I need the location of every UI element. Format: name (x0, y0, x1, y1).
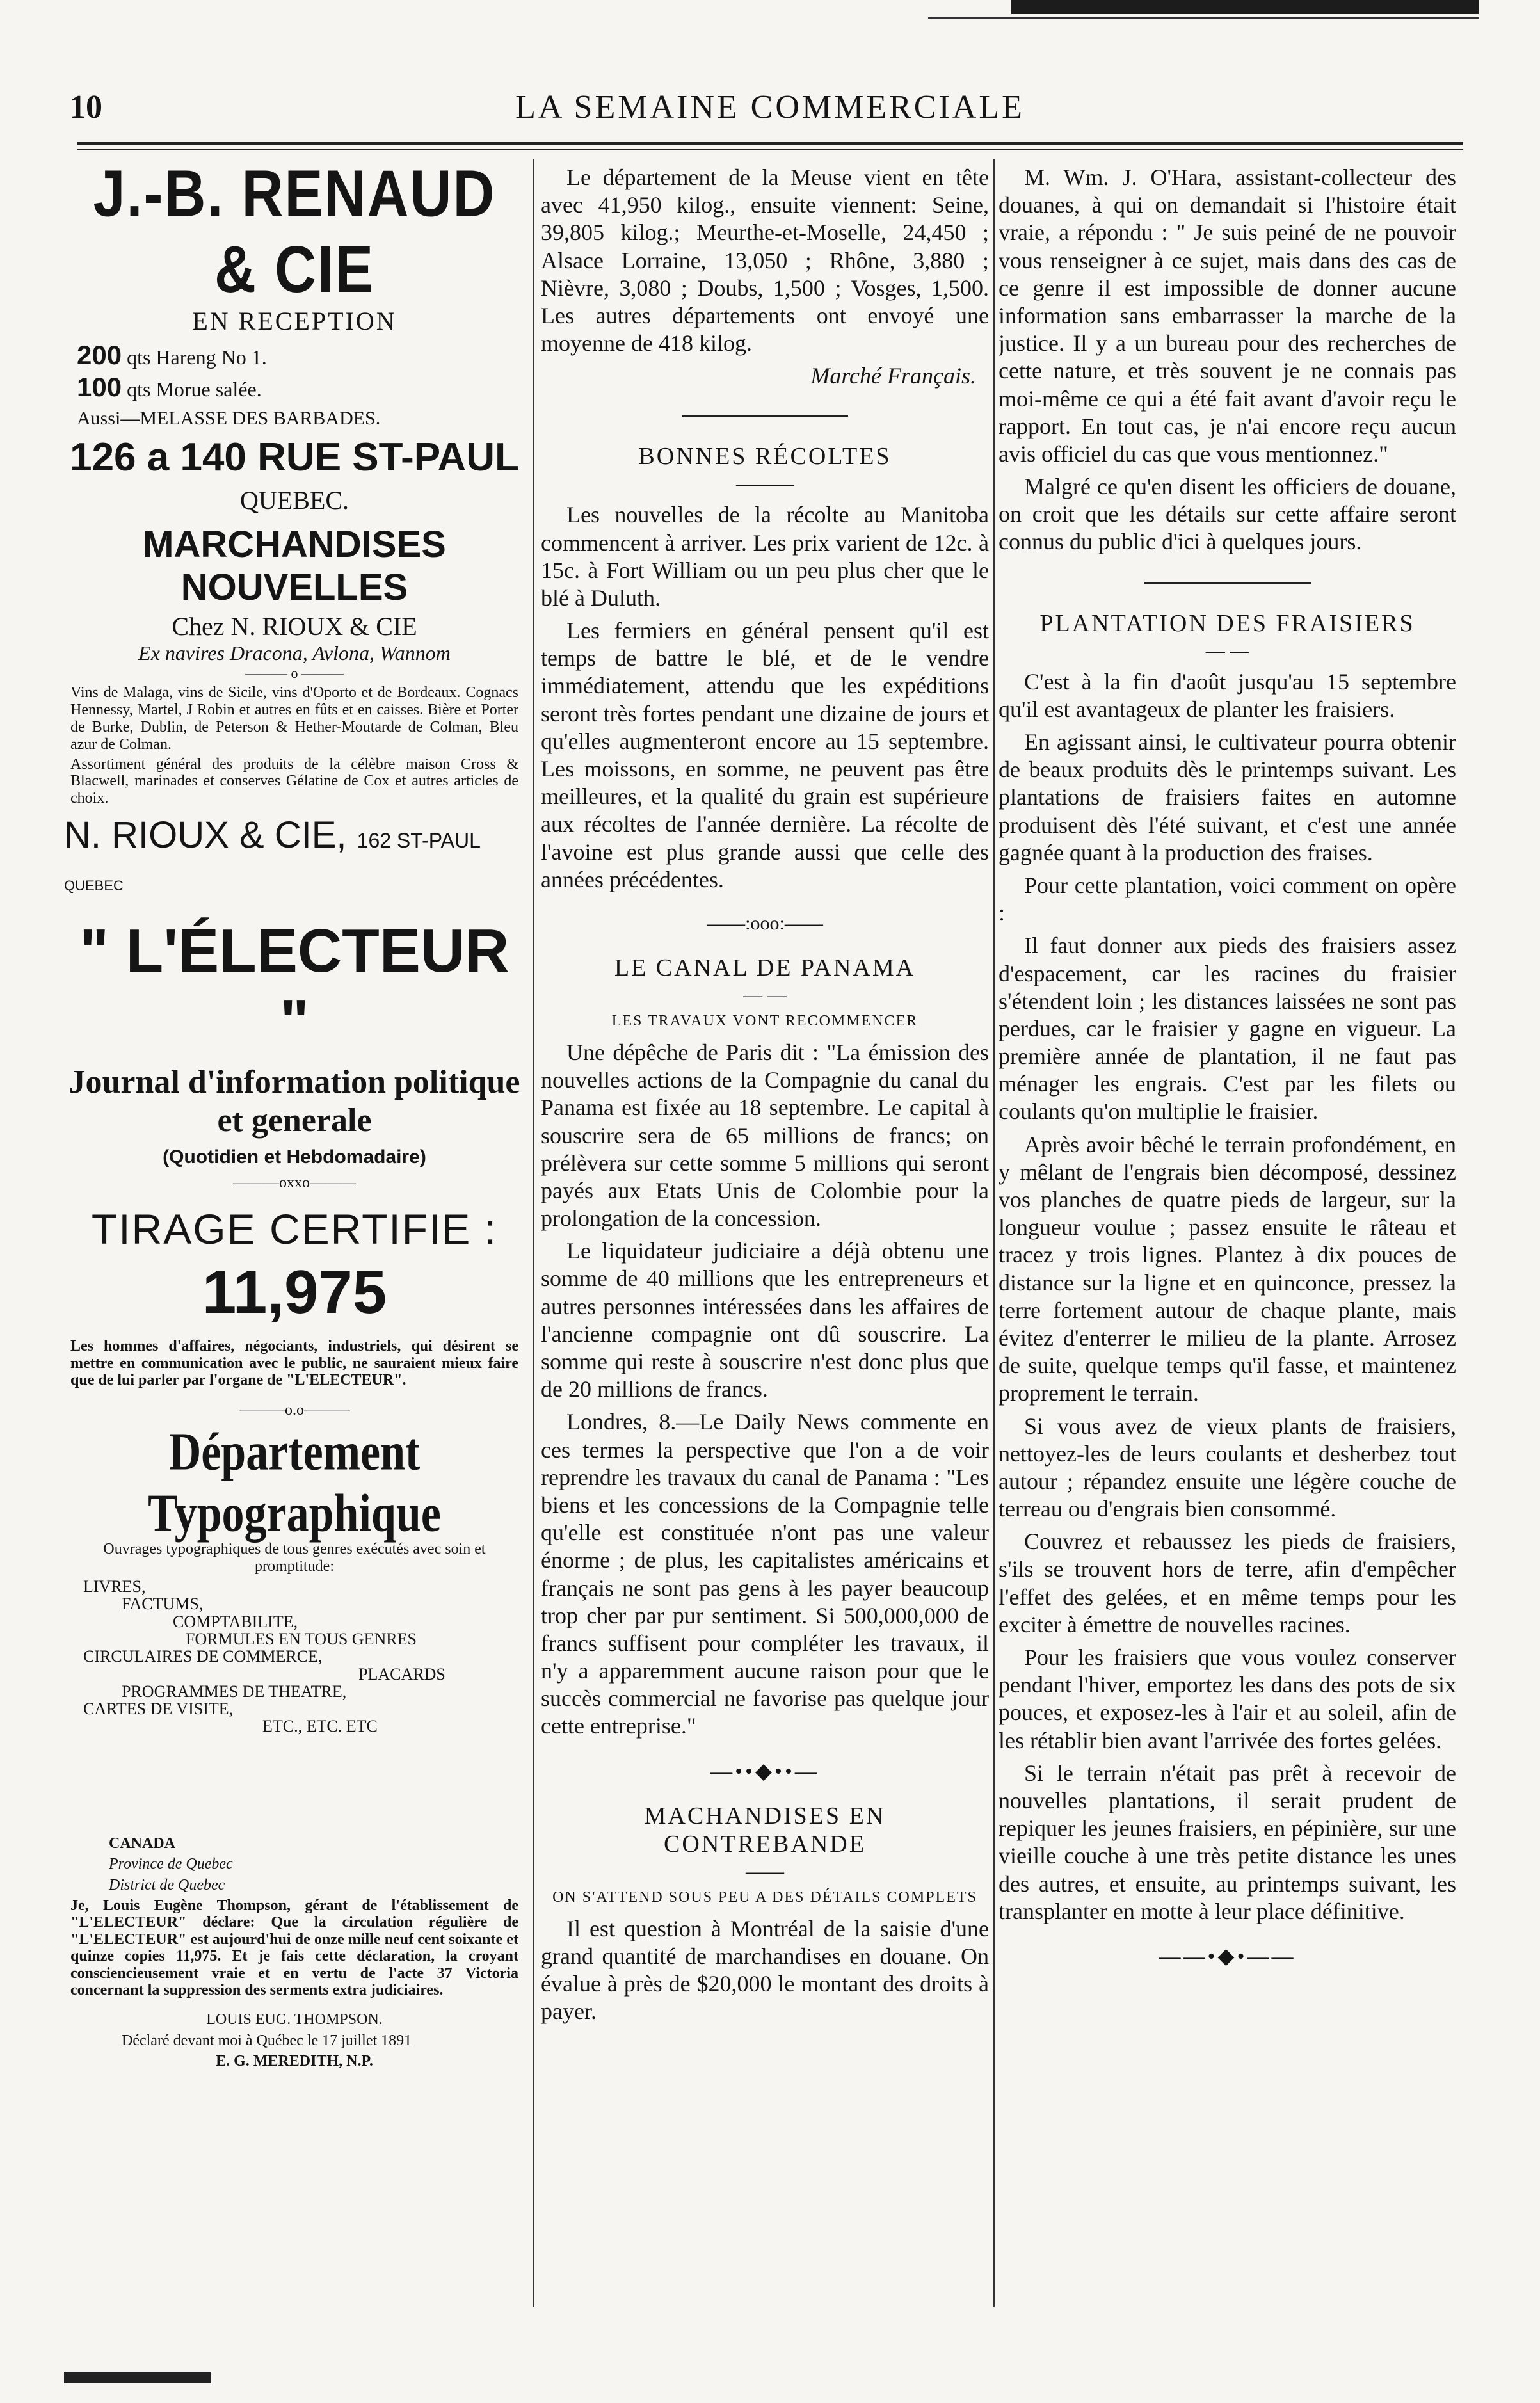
heading-plantation-fraisiers: PLANTATION DES FRAISIERS (1039, 609, 1415, 637)
service-item: CARTES DE VISITE, (83, 1700, 234, 1719)
paragraph: Malgré ce qu'en disent les officiers de douane, on croit que les détails sur cette affaire seront connus du public d'ici à quelques jours. (999, 474, 1456, 555)
column-divider-2 (993, 159, 995, 2307)
divider-ooo: ——:ooo:—— (707, 912, 823, 934)
signature: LOUIS EUG. THOMPSON. (206, 2011, 383, 2029)
header-rule-thin (77, 149, 1463, 150)
rioux-name: N. RIOUX & CIE, (64, 814, 347, 856)
en-reception: EN RECEPTION (192, 307, 397, 335)
heading-contrebande: MACHANDISES EN CONTREBANDE (644, 1802, 886, 1858)
column-advertisements (64, 164, 525, 2301)
services-list (83, 1578, 525, 1735)
service-item: FACTUMS, (122, 1595, 204, 1614)
ouvrages-text: Ouvrages typographiques de tous genres exécutés avec soin et promptitude: (103, 1541, 486, 1575)
declare-devant: Déclaré devant moi à Québec le 17 juillet 1891 (122, 2032, 412, 2049)
item-morue-qty: 100 (77, 372, 122, 402)
departement-typographique: Département Typographique (148, 1422, 441, 1543)
service-item: CIRCULAIRES DE COMMERCE, (83, 1647, 323, 1666)
assortiment-text: Assortiment général des produits de la célèbre maison Cross & Blacwell, marinades et conserves Gélatine de Cox et autres articles de choix. (70, 755, 518, 807)
top-edge-rule (928, 17, 1479, 19)
item-morue (77, 372, 525, 403)
header-rule (77, 142, 1463, 145)
ornament: ——•◆•—— (1159, 1944, 1296, 1968)
district-label: District de Quebec (109, 1876, 225, 1893)
item-hareng-qty: 200 (77, 340, 122, 370)
column-3 (999, 164, 1456, 2301)
hommes-affaires: Les hommes d'affaires, négociants, industriels, qui désirent se mettre en communication avec le public, ne sauraient mieux faire que de lui parler par l'organe de "L'ELECTEUR". (70, 1337, 518, 1389)
electeur-title: " L'ÉLECTEUR " (79, 917, 509, 1056)
item-hareng-text: qts Hareng No 1. (127, 346, 267, 369)
renaud-city: QUEBEC. (240, 486, 349, 515)
paragraph: Si vous avez de vieux plants de fraisiers, nettoyez-les de leurs coulants et desherbez tout autour ; répandez ensuite une légère couche de terreau ou d'engrais bien consommé. (999, 1413, 1456, 1522)
top-edge-band (1011, 0, 1479, 14)
paragraph: En agissant ainsi, le cultivateur pourra obtenir de beaux produits dès le printemps suivant. Les plantations de fraisiers faites en automne produisent dès l'été suivant, et c'est une année gagnée quant à la production des fraises. (999, 729, 1456, 865)
paragraph: C'est à la fin d'août jusqu'au 15 septembre qu'il est avantageux de planter les fraisiers. (999, 668, 1456, 722)
service-item: FORMULES EN TOUS GENRES (186, 1629, 417, 1648)
renaud-address: 126 a 140 RUE ST-PAUL (70, 435, 519, 479)
dash: — — (743, 984, 787, 1006)
subheading-travaux: LES TRAVAUX VONT RECOMMENCER (611, 1012, 918, 1029)
journal-subtitle: Journal d'information politique et generale (68, 1064, 520, 1139)
paragraph: Après avoir bêché le terrain profondément, en y mêlant de l'engrais bien décomposé, dessinez vos planches de quatre pieds de largeur, sur la longueur voulue ; passez ensuite le râteau et tracez y trois lignes. Plantez à dix pouces de distance sur la ligne et en quinconce, pressez la terre fortement autour de chaque plante, mais évitez d'enterrer le milieu de la plante. Arrosez de suite, quelque temps qu'il fasse, et maintenez proprement le terrain. (999, 1131, 1456, 1406)
service-item: PLACARDS (358, 1664, 445, 1684)
vins-text: Vins de Malaga, vins de Sicile, vins d'Oporto et de Bordeaux. Cognacs Hennessy, Martel, J Robin et autres en fûts et en caisses. Bière et Porter de Burke, Dublin, de Peterson & Hether-Moutarde de Colman, Bleu azur de Colman. (70, 684, 518, 753)
aussi-melasse: Aussi—MELASSE DES BARBADES. (77, 408, 381, 429)
column-divider-1 (533, 159, 534, 2307)
rioux-signature (64, 814, 525, 899)
marchandises-nouvelles: MARCHANDISES NOUVELLES (143, 524, 446, 608)
source-signoff: Marché Français. (810, 363, 976, 389)
tirage-number: 11,975 (202, 1257, 387, 1326)
paragraph: Couvrez et rebaussez les pieds de fraisiers, s'ils se trouvent hors de terre, afin d'empêcher l'effet des gelées, et en même temps pour les exciter à émettre de nouvelles racines. (999, 1529, 1456, 1637)
item-hareng (77, 340, 525, 371)
paragraph: Il est question à Montréal de la saisie d'une grand quantité de marchandises en douane. On évalue à près de $20,000 le montant des droits à payer. (541, 1915, 989, 2025)
paragraph: Le département de la Meuse vient en tête avec 41,950 kilog., ensuite viennent: Seine, 39,805 kilog.; Meurthe-et-Moselle, 24,450 ; Alsace Lorraine, 13,050 ; Rhône, 3,880 ; Nièvre, 3,080 ; Doubs, 1,500 ; Vosges, 1,500. Les autres départements ont envoyé une moyenne de 418 kilog. (541, 165, 989, 357)
service-item: ETC., ETC. ETC (262, 1717, 378, 1736)
quotidien-label: (Quotidien et Hebdomadaire) (163, 1146, 426, 1168)
declaration-text: Je, Louis Eugène Thompson, gérant de l'établissement de "L'ELECTEUR" déclare: Que la circulation régulière de "L'ELECTEUR" est aujourd'hui de onze mille neuf cent soixante et quinze copies 11,975. Et je fais cette déclaration, la croyant consciencieusement vraie et en vertu de l'acte 37 Victoria concernant la suppression des serments extra judiciaires. (70, 1897, 518, 1998)
rioux-address: 162 ST-PAUL (357, 829, 481, 853)
service-item: LIVRES, (83, 1577, 146, 1596)
paragraph: Pour cette plantation, voici comment on opère : (999, 872, 1456, 926)
column-2 (541, 164, 989, 2301)
heading-canal-panama: LE CANAL DE PANAMA (614, 954, 916, 981)
paragraph: Une dépêche de Paris dit : "La émission des nouvelles actions de la Compagnie du canal du Panama est fixée au 18 septembre. Le capital à souscrire sera de 65 millions de francs; on prélèvera sur cette somme 5 millions qui seront payés aux Etats Unis de Colombie pour la prolongation de la concession. (541, 1039, 989, 1232)
section-separator (682, 415, 848, 417)
chez-rioux: Chez N. RIOUX & CIE (172, 612, 417, 641)
dash: — — (1205, 639, 1249, 661)
paragraph: Les fermiers en général pensent qu'il est temps de battre le blé, et de le vendre immédiatement, attendu que les expéditions seront très fortes pendant une dizaine de jours et qu'elles augmenteront encore au 15 septembre. Les moissons, en somme, ne peuvent pas être meilleures, et la qualité du grain est supérieure aux récoltes de l'année dernière. La récolte de l'avoine est plus grande aussi que celle des années précédentes. (541, 618, 989, 892)
paragraph: M. Wm. J. O'Hara, assistant-collecteur des douanes, à qui on demandait si l'histoire était vraie, a répondu : " Je suis peiné de ne pouvoir vous renseigner à ce sujet, mais dans des cas de ce genre il est impossible de donner aucune information sans embarrasser la marche de la justice. Il y a un bureau pour des recherches de cette nature, et très souvent je ne connais pas moi-même ce qui a été fait avant d'avoir reçu le rapport. En tout cas, je n'ai encore reçu aucun avis officiel du cas que vous mentionnez." (999, 165, 1456, 467)
province-label: Province de Quebec (109, 1856, 233, 1873)
paragraph: Londres, 8.—Le Daily News commente en ces termes la perspective que l'on a de voir reprendre les travaux du canal de Panama : "Les biens et les concessions de la Compagnie telle qu'elle est constituée n'ont pas une valeur énorme ; de plus, les capitalistes américains et français ne sont pas gens à les payer beaucoup trop cher par pur sentiment. Si 500,000,000 de francs suffisent pour compléter les travaux, il n'y a apparemment aucune raison pour que le succès commercial ne favorise pas quelque jour cette entreprise." (541, 1409, 989, 1739)
heading-bonnes-recoltes: BONNES RÉCOLTES (638, 443, 892, 470)
navires: Ex navires Dracona, Avlona, Wannom (138, 641, 451, 664)
spacer (64, 1735, 525, 1831)
divider-small: ——— o ——— (245, 665, 344, 681)
ornament: —••◆••— (710, 1759, 819, 1783)
section-separator (1144, 582, 1311, 584)
notary: E. G. MEREDITH, N.P. (216, 2053, 373, 2070)
paragraph: Il faut donner aux pieds des fraisiers assez d'espacement, car les racines du fraisier s'étendent loin ; les distances laissées ne sont pas perdues, car le fraisier y gagne en vigueur. La première année de plantation, il ne faut pas ménager les engrais. C'est par les filets ou coulants qu'on multiplie le fraisier. (999, 933, 1456, 1125)
service-item: COMPTABILITE, (173, 1612, 298, 1631)
dash: —— (746, 1860, 784, 1882)
subheading-contrebande: ON S'ATTEND SOUS PEU A DES DÉTAILS COMPLETS (552, 1888, 977, 1906)
dash: ——— (736, 473, 794, 495)
tirage-certifie: TIRAGE CERTIFIE : (91, 1205, 498, 1253)
paragraph: Si le terrain n'était pas prêt à recevoir de nouvelles plantations, il serait prudent de repiquer les jeunes fraisiers, en pépinière, sur une vieille couche à une très petite distance les unes des autres, et ensuite, au printemps suivant, les transplanter en motte à leur place définitive. (999, 1760, 1456, 1924)
renaud-title: J.-B. RENAUD & CIE (93, 164, 496, 307)
divider-oo: ———o.o——— (239, 1402, 350, 1419)
masthead: LA SEMAINE COMMERCIALE (515, 89, 1025, 125)
bottom-edge-band (64, 2372, 211, 2383)
rioux-city: QUEBEC (64, 878, 124, 894)
canada-label: CANADA (109, 1835, 175, 1852)
divider-oxxo: ———oxxo——— (233, 1174, 356, 1191)
paragraph: Le liquidateur judiciaire a déjà obtenu une somme de 40 millions que les entrepreneurs et autres personnes intéressées dans les affaires de l'ancienne compagnie ont dû souscrire. La somme qui reste à souscrire n'est donc plus que de 20 millions de francs. (541, 1238, 989, 1402)
paragraph: Pour les fraisiers que vous voulez conserver pendant l'hiver, emportez les dans des pots de six pouces, et exposez-les à l'air et au soleil, afin de les rétablir bien avant l'arrivée des fortes gelées. (999, 1644, 1456, 1753)
page-number: 10 (69, 89, 102, 125)
service-item: PROGRAMMES DE THEATRE, (122, 1682, 347, 1701)
item-morue-text: qts Morue salée. (127, 378, 262, 401)
paragraph: Les nouvelles de la récolte au Manitoba commencent à arriver. Les prix varient de 12c. à 15c. à Fort William ou un peu plus cher que le blé à Duluth. (541, 502, 989, 611)
